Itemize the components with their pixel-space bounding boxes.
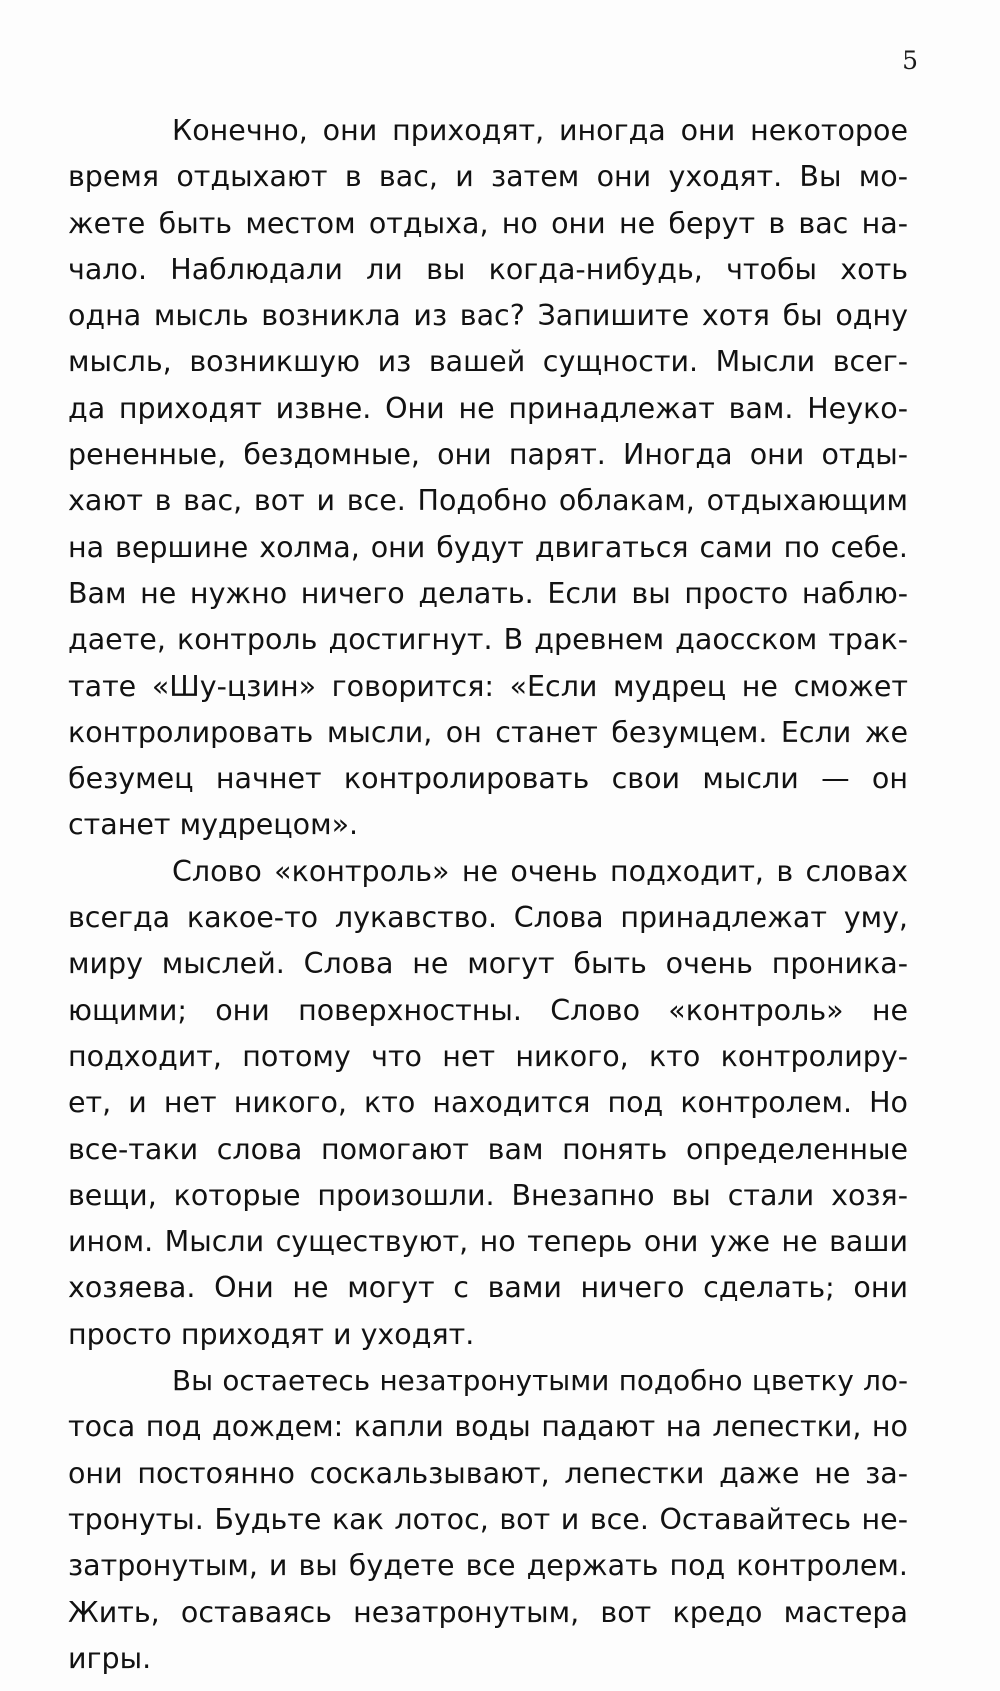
text-line-content: просто приходят и уходят.: [68, 1317, 475, 1351]
text-line: [68, 1636, 908, 1682]
text-line: [68, 988, 908, 1034]
text-line-content: станет мудрецом».: [68, 808, 359, 842]
text-line-content: тоса под дождем: капли воды падают на лепестки, но: [68, 1410, 908, 1444]
text-line-content: тронуты. Будьте как лотос, вот и все. Оставайтесь не-: [68, 1502, 908, 1536]
text-line-content: жете быть местом отдыха, но они не берут в вас на-: [68, 206, 908, 240]
text-line: [68, 895, 908, 941]
text-line-content: тате «Шу-цзин» говорится: «Если мудрец не сможет: [68, 669, 908, 703]
text-line-content: все-таки слова помогают вам понять определенные: [68, 1132, 908, 1166]
paragraph: [68, 849, 908, 1358]
text-line-content: миру мыслей. Слова не могут быть очень проника-: [68, 947, 908, 981]
text-line-content: Вы остаетесь незатронутыми подобно цветку ло-: [172, 1364, 908, 1398]
text-line: [68, 1265, 908, 1311]
text-line: [68, 1080, 908, 1126]
text-line-content: ином. Мысли существуют, но теперь они уже не ваши: [68, 1225, 908, 1259]
text-line-content: мысль, возникшую из вашей сущности. Мысли всег-: [68, 345, 908, 379]
body-text: [68, 108, 908, 1682]
text-line-content: хозяева. Они не могут с вами ничего сделать; они: [68, 1271, 908, 1305]
text-line: [68, 154, 908, 200]
text-line-content: на вершине холма, они будут двигаться сами по себе.: [68, 530, 908, 564]
text-line: [68, 664, 908, 710]
text-line: [68, 1034, 908, 1080]
text-line-content: подходит, потому что нет никого, кто контролиру-: [68, 1039, 908, 1073]
text-line: [68, 293, 908, 339]
text-line: [68, 432, 908, 478]
text-line-content: чало. Наблюдали ли вы когда-нибудь, чтобы хоть: [68, 252, 908, 286]
text-line: [68, 1358, 908, 1404]
text-line: [68, 941, 908, 987]
text-line-content: хают в вас, вот и все. Подобно облакам, отдыхающим: [68, 484, 908, 518]
text-line: [68, 849, 908, 895]
text-line: [68, 525, 908, 571]
text-line-content: контролировать мысли, он станет безумцем. Если же: [68, 715, 908, 749]
text-line-content: даете, контроль достигнут. В древнем даосском трак-: [68, 623, 908, 657]
text-line: [68, 571, 908, 617]
text-line: [68, 1543, 908, 1589]
paragraph: [68, 1358, 908, 1682]
text-line: [68, 1497, 908, 1543]
text-line-content: ет, и нет никого, кто находится под контролем. Но: [68, 1086, 908, 1120]
text-line: [68, 1127, 908, 1173]
text-line: [68, 1590, 908, 1636]
text-line: [68, 201, 908, 247]
text-line-content: они постоянно соскальзывают, лепестки даже не за-: [68, 1456, 908, 1490]
text-line: [68, 339, 908, 385]
text-line: [68, 1312, 908, 1358]
paragraph: [68, 108, 908, 849]
text-line-content: затронутым, и вы будете все держать под контролем.: [68, 1549, 908, 1583]
text-line-content: Вам не нужно ничего делать. Если вы просто наблю-: [68, 576, 908, 610]
text-line: [68, 478, 908, 524]
text-line-content: да приходят извне. Они не принадлежат вам. Неуко-: [68, 391, 908, 425]
text-line-content: всегда какое-то лукавство. Слова принадлежат уму,: [68, 901, 908, 935]
text-line: [68, 247, 908, 293]
text-line: [68, 710, 908, 756]
text-line-content: рененные, бездомные, они парят. Иногда они отды-: [68, 438, 908, 472]
text-line: [68, 1173, 908, 1219]
text-line: [68, 108, 908, 154]
page-number: 5: [902, 46, 918, 75]
text-line: [68, 756, 908, 802]
text-line-content: безумец начнет контролировать свои мысли — он: [68, 762, 908, 796]
text-line-content: Конечно, они приходят, иногда они некоторое: [172, 114, 908, 147]
text-line-content: игры.: [68, 1641, 152, 1675]
text-line-content: вещи, которые произошли. Внезапно вы стали хозя-: [68, 1178, 908, 1212]
text-line-content: одна мысль возникла из вас? Запишите хотя бы одну: [68, 299, 908, 333]
text-line-content: время отдыхают в вас, и затем они уходят. Вы мо-: [68, 160, 908, 194]
text-line: [68, 802, 908, 848]
text-line-content: ющими; они поверхностны. Слово «контроль» не: [68, 993, 908, 1027]
text-line: [68, 386, 908, 432]
text-line: [68, 617, 908, 663]
text-line-content: Жить, оставаясь незатронутым, вот кредо мастера: [68, 1595, 908, 1629]
text-line: [68, 1404, 908, 1450]
text-line: [68, 1219, 908, 1265]
text-line-content: Слово «контроль» не очень подходит, в словах: [172, 854, 908, 888]
text-line: [68, 1451, 908, 1497]
